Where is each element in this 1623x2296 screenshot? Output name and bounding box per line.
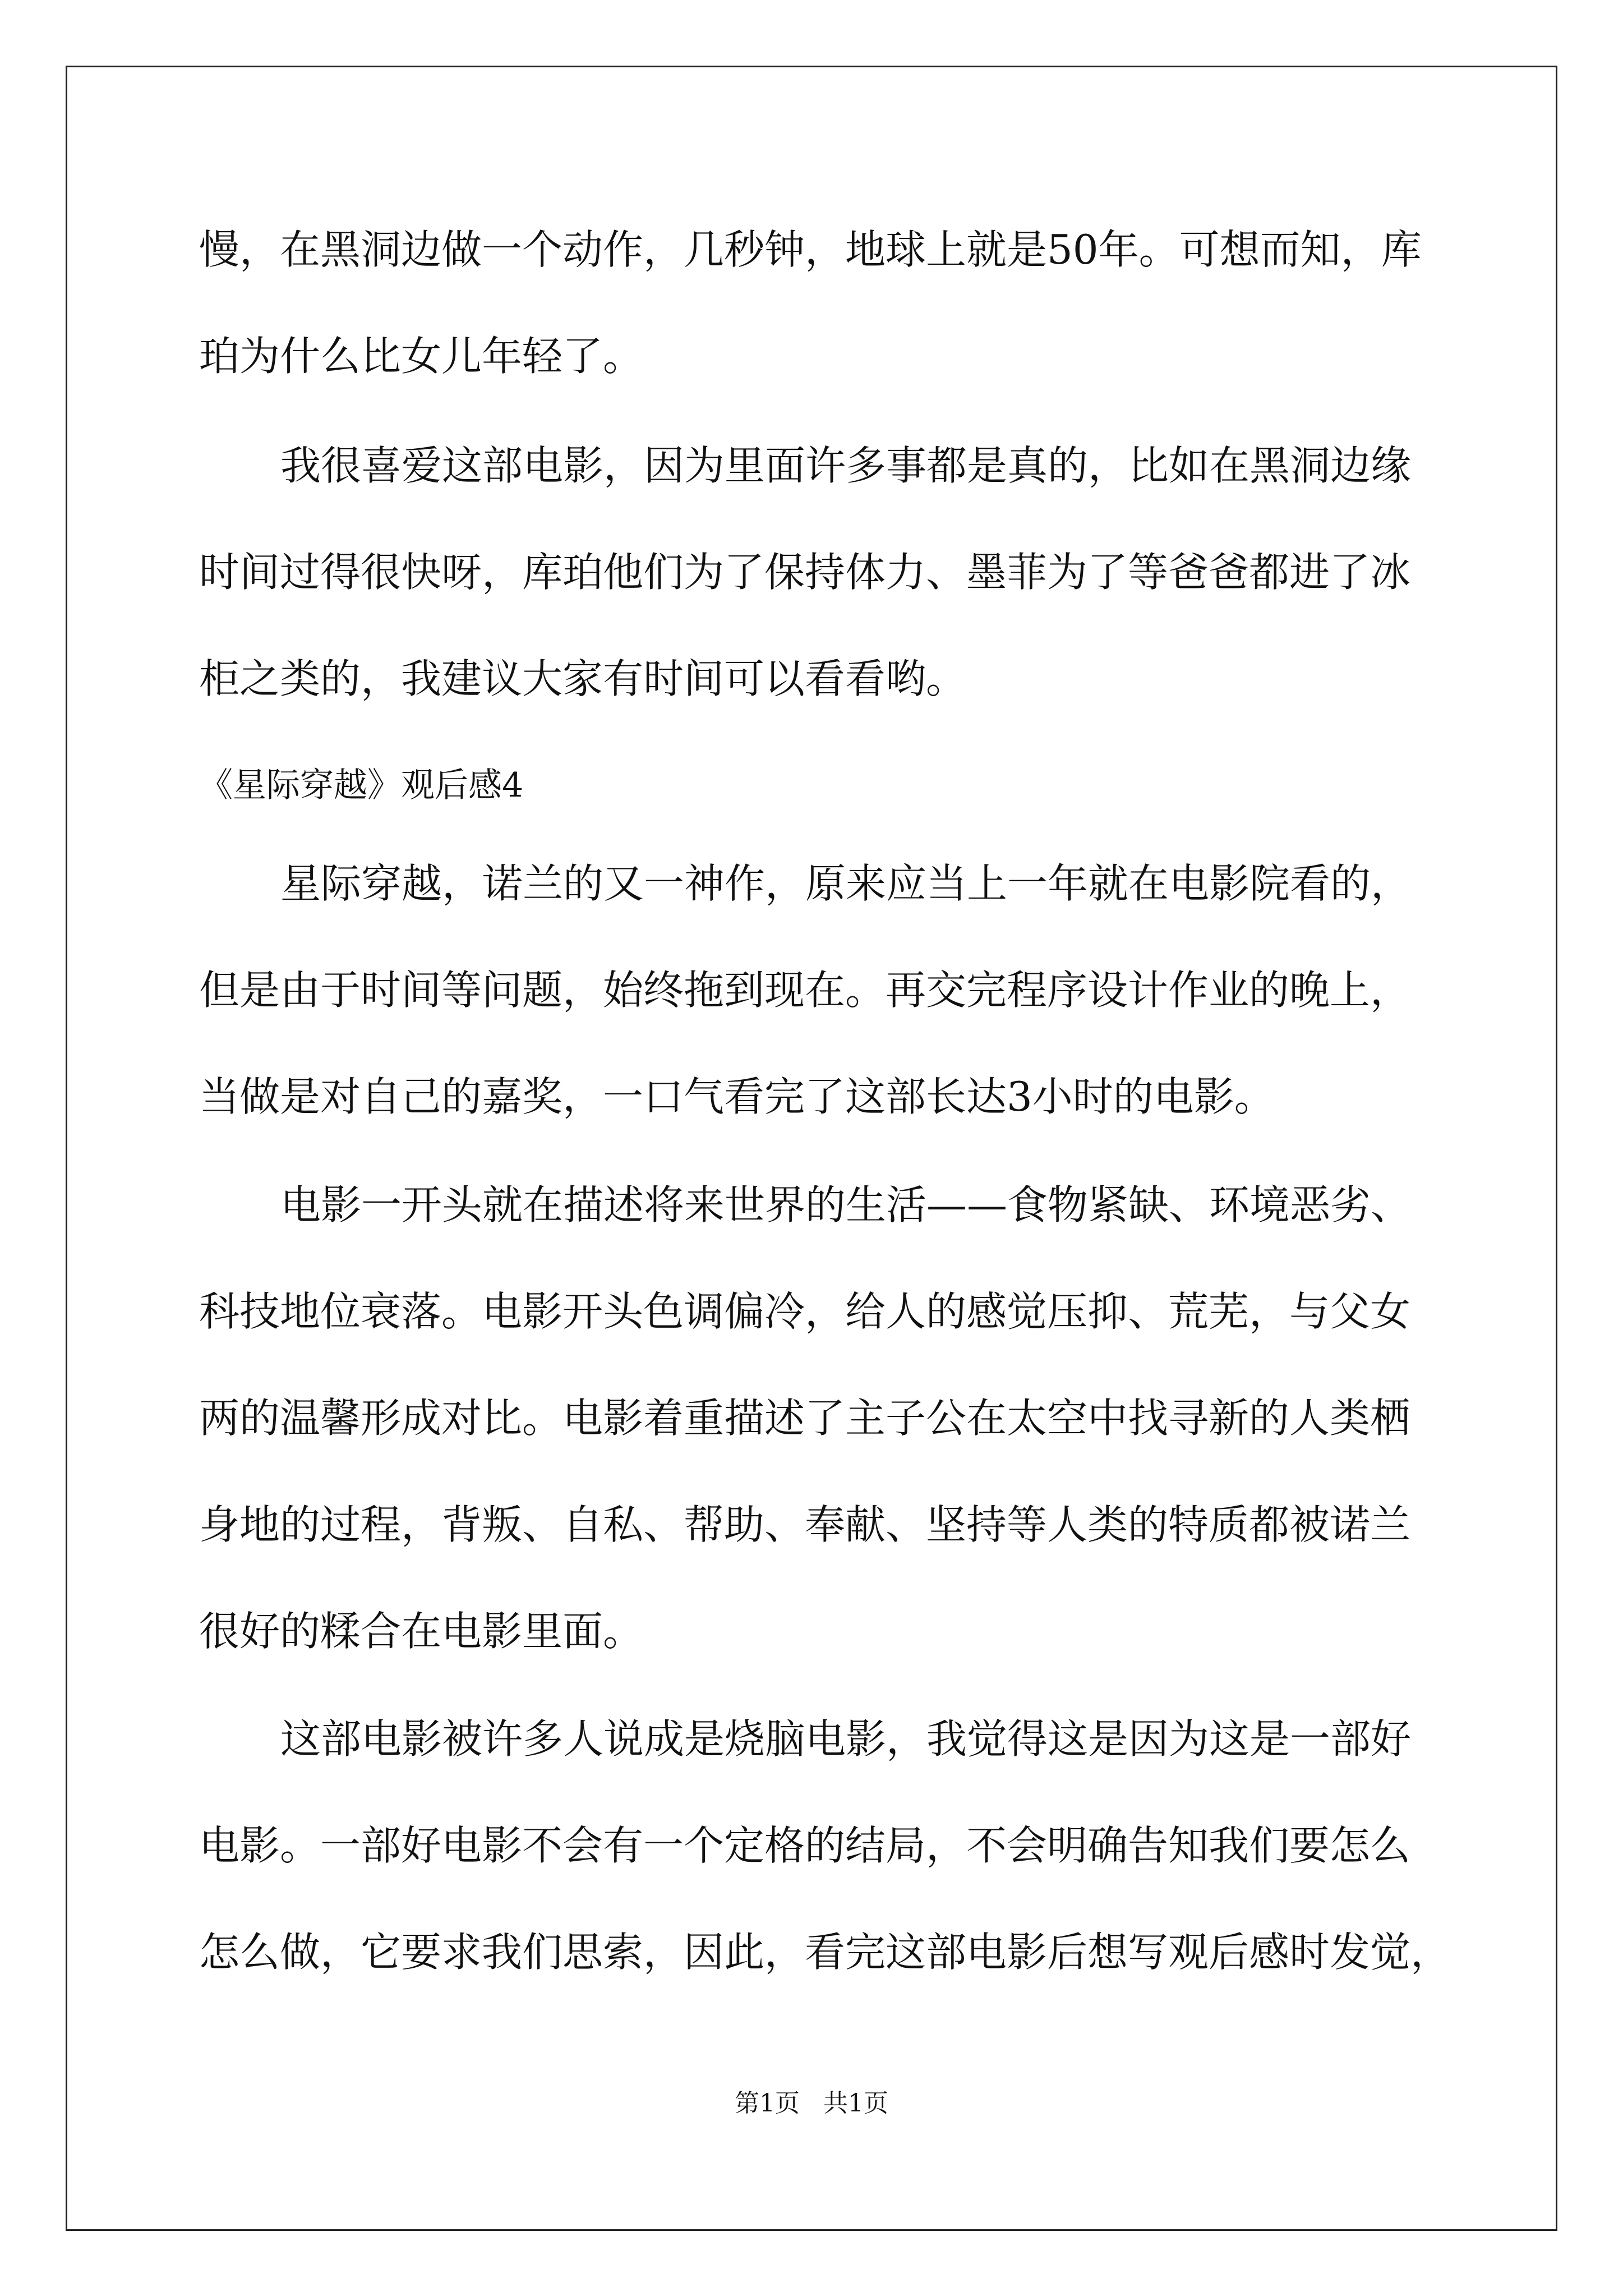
paragraph-line: 两的温馨形成对比。电影着重描述了主子公在太空中找寻新的人类栖: [199, 1395, 1411, 1442]
paragraph-line: 很好的糅合在电影里面。: [199, 1608, 644, 1655]
paragraph-line: 科技地位衰落。电影开头色调偏冷，给人的感觉压抑、荒芜，与父女: [199, 1288, 1411, 1335]
paragraph-line: 电影。一部好电影不会有一个定格的结局，不会明确告知我们要怎么: [199, 1822, 1411, 1869]
paragraph-line: 但是由于时间等问题，始终拖到现在。再交完程序设计作业的晚上，: [199, 967, 1411, 1014]
paragraph-line: 星际穿越，诺兰的又一神作，原来应当上一年就在电影院看的，: [280, 860, 1412, 907]
paragraph-line: 我很喜爱这部电影，因为里面许多事都是真的，比如在黑洞边缘: [280, 442, 1412, 489]
paragraph-line: 柜之类的，我建议大家有时间可以看看哟。: [199, 655, 967, 702]
page-footer: 第1页 共1页: [735, 2089, 888, 2118]
paragraph-line: 怎么做，它要求我们思索，因此，看完这部电影后想写观后感时发觉，: [199, 1929, 1451, 1976]
paragraph-line: 时间过得很快呀，库珀他们为了保持体力、墨菲为了等爸爸都进了冰: [199, 549, 1411, 596]
paragraph-line: 这部电影被许多人说成是烧脑电影，我觉得这是因为这是一部好: [280, 1715, 1412, 1763]
paragraph-line: 慢，在黑洞边做一个动作，几秒钟，地球上就是50年。可想而知，库: [199, 226, 1422, 273]
paragraph-line: 身地的过程，背叛、自私、帮助、奉献、坚持等人类的特质都被诺兰: [199, 1501, 1411, 1548]
paragraph-line: 当做是对自己的嘉奖，一口气看完了这部长达3小时的电影。: [199, 1073, 1275, 1120]
section-heading: 《星际穿越》观后感4: [199, 766, 524, 805]
paragraph-line: 珀为什么比女儿年轻了。: [199, 333, 644, 380]
page-border: [66, 66, 1557, 2231]
paragraph-line: 电影一开头就在描述将来世界的生活——食物紧缺、环境恶劣、: [280, 1181, 1412, 1228]
